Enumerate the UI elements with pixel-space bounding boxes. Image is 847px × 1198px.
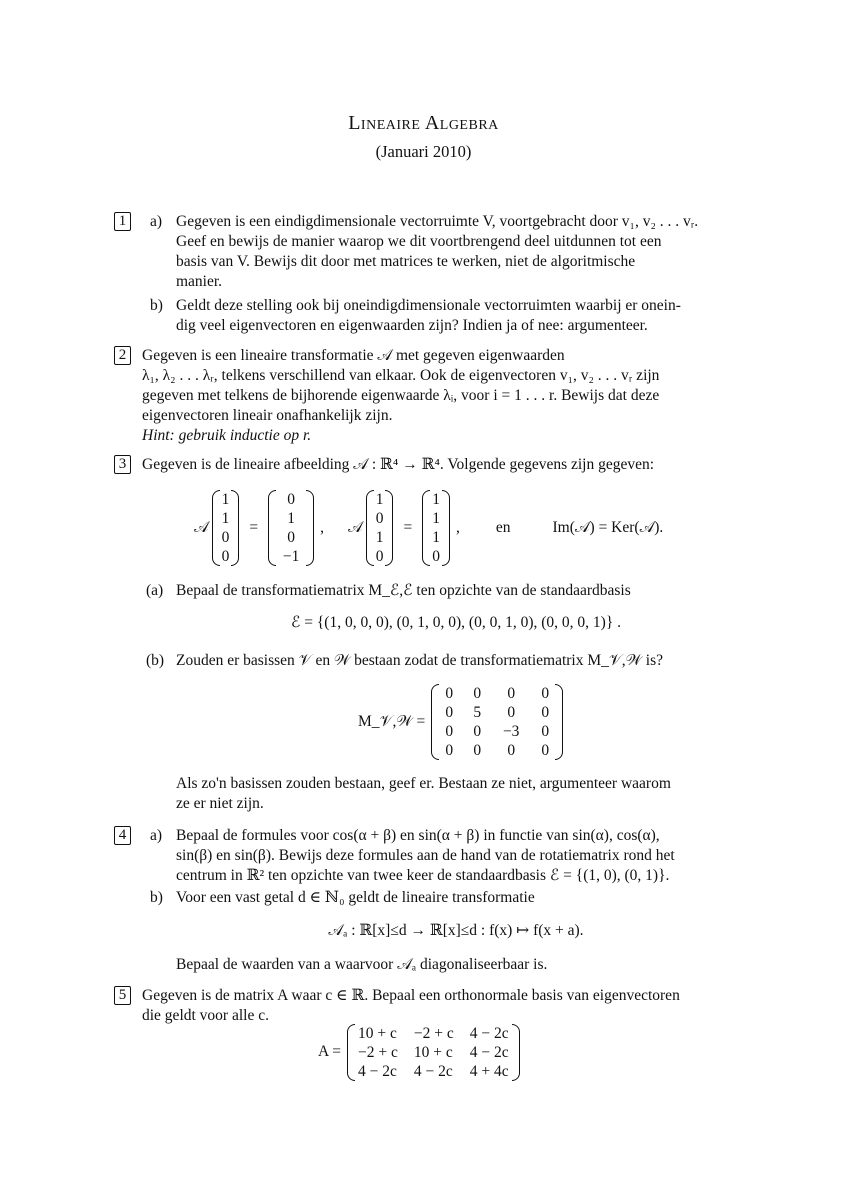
page-subtitle: (Januari 2010)	[375, 142, 472, 161]
q4-a-label: a)	[150, 827, 163, 844]
left-paren	[212, 490, 220, 566]
vector-entry: 1	[432, 510, 440, 527]
q3-a-text: Bepaal de transformatiematrix M_ℰ,ℰ ten opzichte van de standaardbasis	[176, 582, 631, 599]
q2-text: Gegeven is een lineaire transformatie 𝒜 met gegeven eigenwaarden λ₁, λ₂ . . . λᵣ, telkens verschillend van elkaar. Ook de eigenvectoren v₁, v₂ . . . vᵣ zijn gegeven met telkens de bijhorende eigenwaarde λᵢ, voor i = 1 . . . r. Bewijs dat deze eigenvectoren lineair onafhankelijk zijn. Hint: gebruik inductie op r.	[142, 347, 660, 444]
vector-entry: 1	[287, 510, 296, 527]
q1-a-text: Gegeven is een eindigdimensionale vectorruimte V, voortgebracht door v₁, v₂ . . . vᵣ. Geef en bewijs de manier waarop we dit voortbrengend deel uitdunnen tot een basis van V. Bewijs dit door met matrices te werken, niet de algoritmische manier.	[176, 213, 699, 290]
matrix-entry: 4 + 4c	[469, 1062, 509, 1080]
q5-matrix-block	[318, 1023, 520, 1081]
matrix-entry: −3	[502, 723, 520, 740]
question-2-number: 2	[114, 346, 131, 365]
q4-b-label: b)	[150, 889, 163, 906]
q3-given-equations: 𝒜 1 1 0 0 = 0 1 0 −1 , 𝒜 1 0 1 0 = 1 1 1 0 , en Im(𝒜) = Ker(𝒜).	[194, 491, 664, 565]
matrix-label: M_𝒱,𝒲 =	[358, 713, 426, 730]
right-paren	[555, 684, 563, 760]
matrix-entry: 4 − 2c	[469, 1043, 509, 1061]
vector-entry: 0	[221, 529, 230, 546]
matrix-entry: 0	[541, 704, 550, 721]
q4-b-formula: 𝒜ₐ : ℝ[x]≤d → ℝ[x]≤d : f(x) ↦ f(x + a).	[328, 922, 584, 939]
matrix-entry: 4 − 2c	[469, 1024, 509, 1042]
matrix-entry: 10 + c	[413, 1043, 453, 1061]
matrix-entry: 0	[541, 723, 550, 740]
left-paren	[366, 490, 374, 566]
q4-b-after: Bepaal de waarden van a waarvoor 𝒜ₐ diagonaliseerbaar is.	[176, 956, 548, 973]
vector-entry: 0	[221, 548, 230, 565]
operator-a-2: 𝒜	[348, 519, 363, 536]
vector-1	[212, 490, 240, 566]
q5-text: Gegeven is de matrix A waar c ∈ ℝ. Bepaal een orthonormale basis van eigenvectoren die geldt voor alle c.	[142, 987, 680, 1024]
q1-b-label: b)	[150, 297, 163, 314]
vector-entry: −1	[282, 548, 300, 565]
matrix-entry: 0	[507, 685, 516, 702]
and-word: en	[495, 519, 511, 536]
matrix-entry: 10 + c	[357, 1024, 397, 1042]
q3-b-text: Zouden er basissen 𝒱 en 𝒲 bestaan zodat de transformatiematrix M_𝒱,𝒲 is?	[176, 652, 664, 669]
left-paren	[431, 684, 439, 760]
q4-a-text: Bepaal de formules voor cos(α + β) en sin(α + β) in functie van sin(α), cos(α), sin(β) en sin(β). Bewijs deze formules aan de hand van de rotatiematrix rond het centrum in ℝ² ten opzichte van twee keer de standaardbasis ℰ = {(1, 0), (0, 1)}.	[176, 827, 675, 884]
right-paren	[385, 490, 393, 566]
matrix-entry: 0	[473, 685, 482, 702]
matrix-a	[347, 1024, 520, 1081]
matrix-entry: 0	[541, 685, 550, 702]
matrix-entry: −2 + c	[357, 1043, 398, 1061]
matrix-entry: 0	[507, 704, 516, 721]
matrix-entry: 0	[541, 742, 550, 759]
matrix-entry: 0	[445, 704, 454, 721]
q3-intro: Gegeven is de lineaire afbeelding 𝒜 : ℝ⁴ → ℝ⁴. Volgende gegevens zijn gegeven:	[142, 456, 655, 473]
matrix-entry: 5	[473, 704, 482, 721]
vector-entry: 1	[432, 529, 440, 546]
vector-entry: 1	[375, 529, 384, 546]
right-paren	[306, 490, 314, 566]
matrix-entry: −2 + c	[413, 1024, 454, 1042]
right-paren	[231, 490, 239, 566]
right-paren	[512, 1024, 520, 1081]
vector-entry: 0	[375, 510, 384, 527]
matrix-entry: 0	[473, 723, 482, 740]
matrix-mvw	[431, 684, 563, 760]
matrix-entry: 0	[445, 685, 454, 702]
vector-entry: 0	[375, 548, 384, 565]
vector-entry: 0	[432, 548, 440, 565]
right-paren	[442, 490, 450, 566]
q3-matrix-block	[358, 684, 563, 760]
matrix-a-label: A =	[318, 1043, 341, 1060]
vector-2	[366, 490, 394, 566]
im-ker-condition: Im(𝒜) = Ker(𝒜).	[552, 519, 664, 536]
matrix-entry: 0	[445, 742, 454, 759]
q1-b-text: Geldt deze stelling ook bij oneindigdimensionale vectorruimten waarbij er onein- dig veel eigenvectoren en eigenwaarden zijn? Indien ja of nee: argumenteer.	[176, 297, 681, 334]
vector-entry: 1	[221, 510, 230, 527]
question-5-number: 5	[114, 986, 131, 1005]
q2-hint: Hint: gebruik inductie op r.	[142, 427, 312, 444]
operator-a: 𝒜	[194, 519, 209, 536]
image-1	[268, 490, 314, 566]
matrix-entry: 0	[445, 723, 454, 740]
matrix-entry: 4 − 2c	[413, 1062, 453, 1080]
matrix-entry: 0	[507, 742, 516, 759]
vector-entry: 1	[432, 491, 440, 508]
question-3-number: 3	[114, 455, 131, 474]
matrix-entry: 4 − 2c	[357, 1062, 397, 1080]
image-2	[422, 490, 450, 566]
q3-after-text: Als zo'n basissen zouden bestaan, geef er. Bestaan ze niet, argumenteer waarom ze er niet zijn.	[176, 775, 671, 812]
left-paren	[422, 490, 430, 566]
vector-entry: 0	[287, 529, 296, 546]
left-paren	[347, 1024, 355, 1081]
vector-entry: 1	[221, 491, 230, 508]
question-1-number: 1	[114, 212, 131, 231]
matrix-entry: 0	[473, 742, 482, 759]
q1-a-label: a)	[150, 213, 163, 230]
vector-entry: 0	[287, 491, 296, 508]
standard-basis: ℰ = {(1, 0, 0, 0), (0, 1, 0, 0), (0, 0, 1, 0), (0, 0, 0, 1)} .	[290, 614, 622, 631]
page-title: Lineaire Algebra	[348, 112, 499, 134]
q3-a-label: (a)	[146, 582, 164, 599]
question-4-number: 4	[114, 826, 131, 845]
q3-b-label: (b)	[146, 652, 165, 669]
vector-entry: 1	[375, 491, 384, 508]
q4-b-text: Voor een vast getal d ∈ ℕ₀ geldt de lineaire transformatie	[176, 889, 535, 906]
left-paren	[268, 490, 276, 566]
